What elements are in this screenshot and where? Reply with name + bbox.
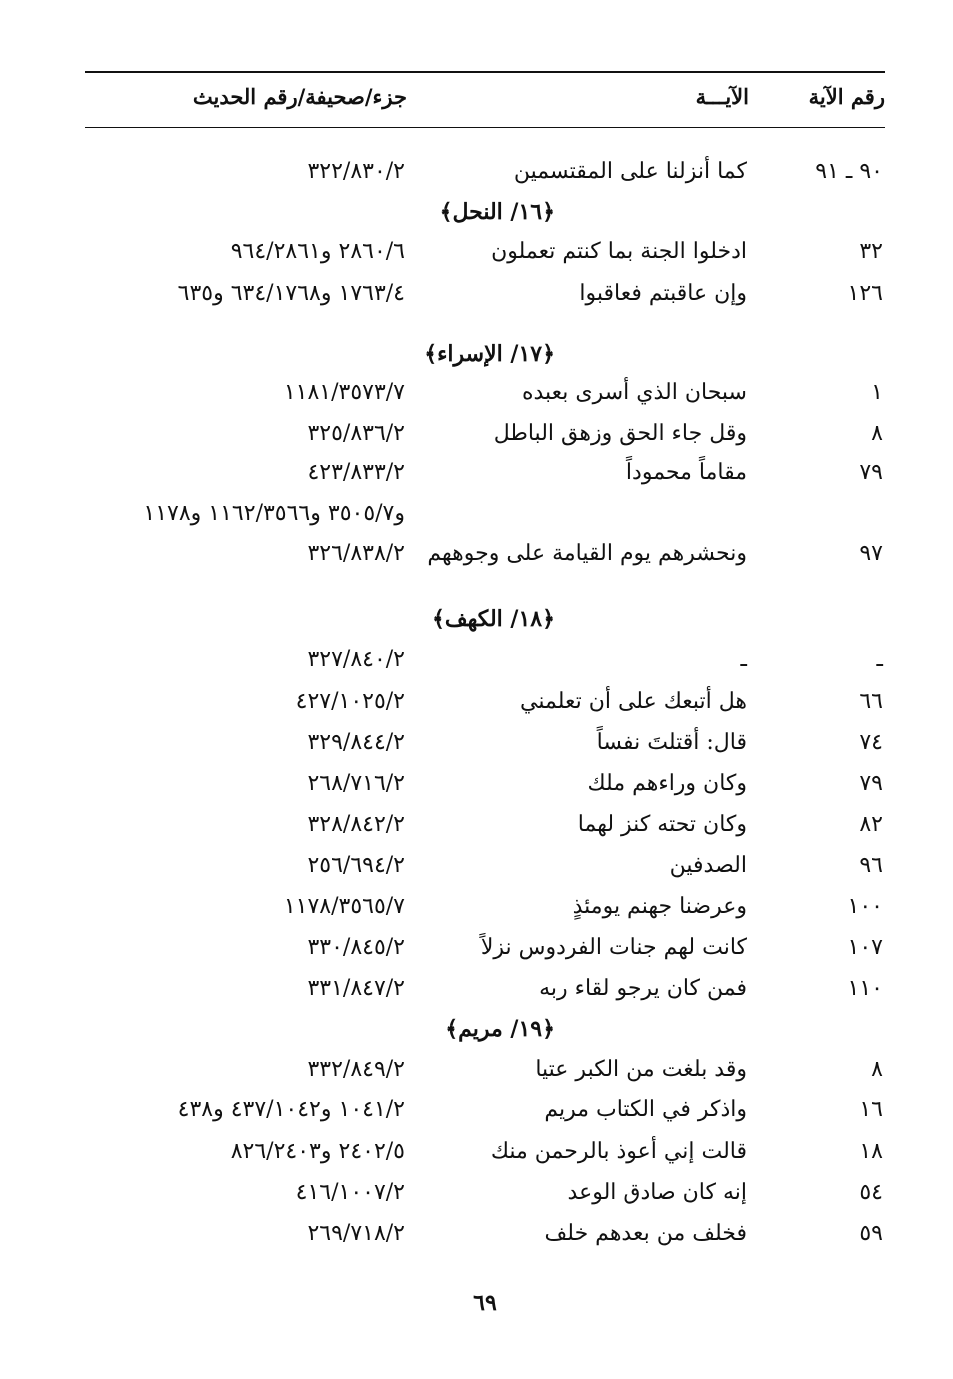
verse-number: ٨ xyxy=(871,421,883,446)
verse-number: ١٨ xyxy=(859,1139,883,1164)
table-row xyxy=(85,687,885,727)
table-row xyxy=(85,1095,885,1135)
verse-text: كانت لهم جنات الفردوس نزلاً xyxy=(480,935,747,960)
verse-text: ادخلوا الجنة بما كنتم تعملون xyxy=(491,239,747,264)
hadith-reference: ٣٢٨/٨٤٢/٢ xyxy=(307,812,405,837)
verse-text: وكان تحته كنز لهما xyxy=(577,812,747,837)
verse-number: ٩٠ ـ ٩١ xyxy=(815,159,883,184)
hadith-reference: ٣٢٩/٨٤٤/٢ xyxy=(307,730,405,755)
hadith-reference: ٢٨٦٠/٦ و٩٦٤/٢٨٦١ xyxy=(230,239,405,264)
header-rule xyxy=(85,127,885,128)
table-row xyxy=(85,157,885,197)
verse-text: سبحان الذي أسرى بعبده xyxy=(521,380,747,405)
hadith-reference: ٣٣٢/٨٤٩/٢ xyxy=(307,1057,405,1082)
hadith-reference: ٢٦٨/٧١٦/٢ xyxy=(307,771,405,796)
verse-text: قال: أقتلتَ نفساً xyxy=(596,730,747,755)
verse-number: ٩٦ xyxy=(859,853,883,878)
verse-number: ١ xyxy=(871,380,883,405)
verse-text: ونحشرهم يوم القيامة على وجوههم xyxy=(427,541,747,566)
hadith-reference: ٣٣٠/٨٤٥/٢ xyxy=(307,935,405,960)
verse-number: ٨ xyxy=(871,1057,883,1082)
index-page xyxy=(85,0,885,1379)
verse-text: وقل جاء الحق وزهق الباطل xyxy=(493,421,747,446)
verse-number: ١٢٦ xyxy=(847,281,883,306)
table-row xyxy=(85,419,885,459)
hadith-reference: ٤٢٣/٨٣٣/٢ xyxy=(307,460,405,485)
verse-number: ١٦ xyxy=(859,1097,883,1122)
table-row xyxy=(85,237,885,277)
surah-heading: ﴿١٧/ الإسراء﴾ xyxy=(424,341,555,367)
top-rule xyxy=(85,71,885,73)
hadith-reference: ٤١٦/١٠٠٧/٢ xyxy=(295,1180,405,1205)
verse-text: الصدفين xyxy=(669,853,747,878)
table-row xyxy=(85,1055,885,1095)
table-row xyxy=(85,728,885,768)
table-row xyxy=(85,1137,885,1177)
verse-number: ١٠٧ xyxy=(847,935,883,960)
hadith-reference: ٣٢٢/٨٣٠/٢ xyxy=(307,159,405,184)
verse-text: وإن عاقبتم فعاقبوا xyxy=(579,281,747,306)
surah-heading: ﴿١٨/ الكهف﴾ xyxy=(432,606,555,632)
verse-number: ـ xyxy=(876,647,883,672)
verse-number: ٧٩ xyxy=(859,460,883,485)
page-number: ٦٩ xyxy=(473,1290,497,1316)
hadith-reference: ١٧٦٣/٤ و٦٣٤/١٧٦٨ و٦٣٥ xyxy=(177,281,405,306)
verse-number: ٩٧ xyxy=(859,541,883,566)
verse-text: إنه كان صادق الوعد xyxy=(567,1180,747,1205)
verse-text: واذكر في الكتاب مريم xyxy=(544,1097,747,1122)
verse-text: كما أنزلنا على المقتسمين xyxy=(513,159,747,184)
hadith-reference: ٣٢٧/٨٤٠/٢ xyxy=(307,647,405,672)
verse-number: ٦٦ xyxy=(859,689,883,714)
header-verse: الآيـــة xyxy=(695,84,749,109)
table-row xyxy=(85,769,885,809)
table-row xyxy=(85,1178,885,1218)
table-row xyxy=(85,458,885,498)
verse-number: ١١٠ xyxy=(847,976,883,1001)
hadith-reference: ١٠٤١/٢ و٤٣٧/١٠٤٢ و٤٣٨ xyxy=(177,1097,405,1122)
table-row xyxy=(85,279,885,319)
table-row xyxy=(85,645,885,685)
header-reference: جزء/صحيفة/رقم الحديث xyxy=(192,84,407,109)
table-row xyxy=(85,974,885,1014)
table-row-continuation xyxy=(85,499,885,539)
hadith-reference: ٢٦٩/٧١٨/٢ xyxy=(307,1221,405,1246)
hadith-reference: ٢٥٦/٦٩٤/٢ xyxy=(307,853,405,878)
verse-number: ٥٩ xyxy=(859,1221,883,1246)
table-row xyxy=(85,1219,885,1259)
verse-number: ٥٤ xyxy=(859,1180,883,1205)
surah-heading: ﴿١٩/ مريم﴾ xyxy=(445,1016,555,1042)
hadith-reference: ٣٣١/٨٤٧/٢ xyxy=(307,976,405,1001)
hadith-reference: ٣٢٥/٨٣٦/٢ xyxy=(307,421,405,446)
table-row xyxy=(85,539,885,579)
verse-text: قالت إني أعوذ بالرحمن منك xyxy=(490,1139,747,1164)
table-row xyxy=(85,851,885,891)
verse-text: وكان وراءهم ملك xyxy=(587,771,747,796)
surah-heading: ﴿١٦/ النحل﴾ xyxy=(439,199,555,225)
verse-text: وعرضنا جهنم يومئذٍ xyxy=(572,894,747,919)
hadith-reference: ١١٧٨/٣٥٦٥/٧ xyxy=(283,894,405,919)
verse-text: وقد بلغت من الكبر عتيا xyxy=(535,1057,747,1082)
table-row xyxy=(85,892,885,932)
verse-number: ٨٢ xyxy=(859,812,883,837)
header-verse-number: رقم الآية xyxy=(808,84,885,109)
verse-number: ٧٤ xyxy=(859,730,883,755)
verse-text: فمن كان يرجو لقاء ربه xyxy=(539,976,747,1001)
hadith-reference: ١١٨١/٣٥٧٣/٧ xyxy=(283,380,405,405)
hadith-reference: ٣٢٦/٨٣٨/٢ xyxy=(307,541,405,566)
table-row xyxy=(85,933,885,973)
verse-text: ـ xyxy=(740,647,747,672)
table-row xyxy=(85,378,885,418)
verse-text: مقاماً محموداً xyxy=(625,460,747,485)
verse-text: فخلف من بعدهم خلف xyxy=(544,1221,747,1246)
hadith-reference: و٣٥٠٥/٧ و١١٦٢/٣٥٦٦ و١١٧٨ xyxy=(143,501,405,526)
verse-text: هل أتبعك على أن تعلمني xyxy=(520,689,747,714)
table-row xyxy=(85,810,885,850)
verse-number: ٧٩ xyxy=(859,771,883,796)
verse-number: ٣٢ xyxy=(859,239,883,264)
hadith-reference: ٢٤٠٢/٥ و٨٢٦/٢٤٠٣ xyxy=(230,1139,405,1164)
verse-number: ١٠٠ xyxy=(847,894,883,919)
hadith-reference: ٤٢٧/١٠٢٥/٢ xyxy=(295,689,405,714)
